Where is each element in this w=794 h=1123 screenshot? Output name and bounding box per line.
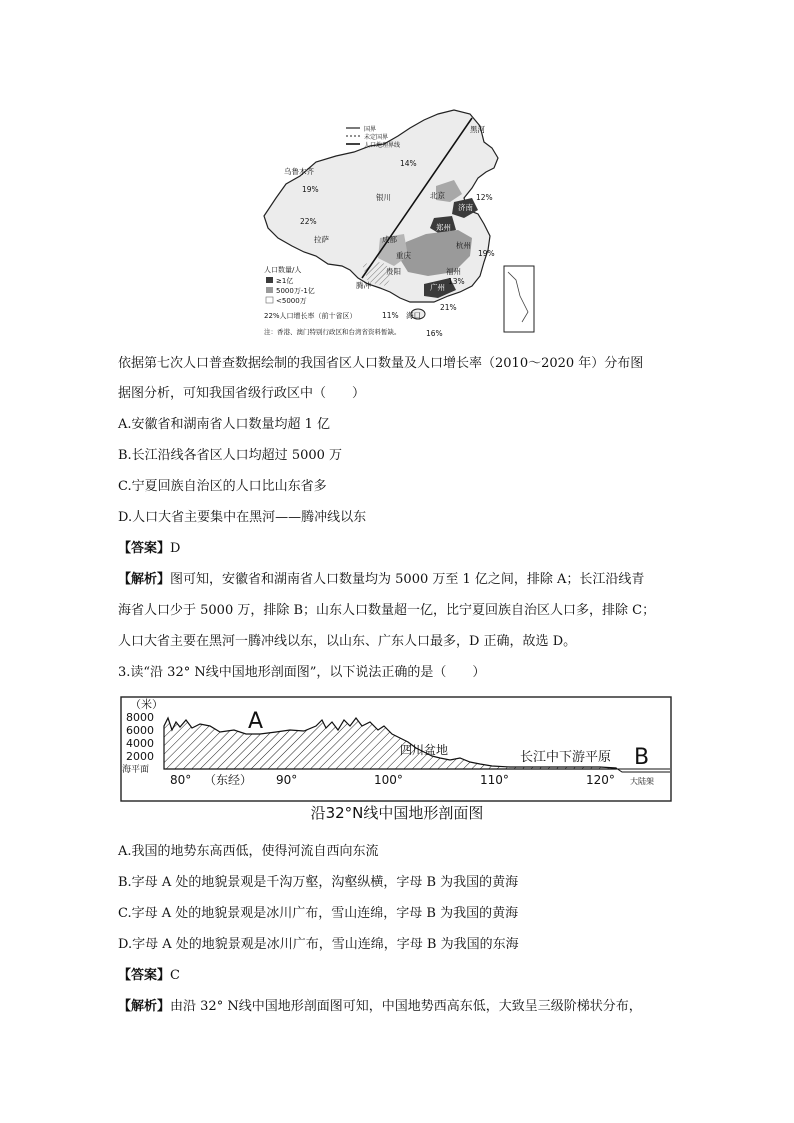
- q3-option-c: C.字母 A 处的地貌景观是冰川广布，雪山连绵，字母 B 为我国的黄海: [118, 906, 519, 921]
- legend-line-2: 未定国界: [364, 134, 389, 141]
- map-caption: 依据第七次人口普查数据绘制的我国省区人口数量及人口增长率（2010～2020 年）分布图: [118, 356, 644, 371]
- analysis-text: 由沿 32° N线中国地形剖面图可知，中国地势西高东低，大致呈三级阶梯状分布，: [170, 999, 642, 1014]
- q2-option-c: C.宁夏回族自治区的人口比山东省多: [118, 479, 327, 494]
- growth-label: 14%: [400, 159, 417, 168]
- x-tick: 80°: [170, 773, 192, 787]
- x-axis-note: （东经）: [204, 773, 253, 787]
- q3-option-a: A.我国的地势东高西低，使得河流自西向东流: [118, 844, 379, 859]
- growth-rate-note: 22%人口增长率（前十省区）: [264, 312, 357, 320]
- analysis-label: 【解析】: [118, 572, 171, 587]
- answer-label: 【答案】: [118, 541, 171, 556]
- city-guiyang: 贵阳: [386, 267, 401, 276]
- city-urumqi: 乌鲁木齐: [284, 167, 314, 176]
- q3-answer: [118, 966, 180, 986]
- analysis-text: 图可知，安徽省和湖南省人口数量均为 5000 万至 1 亿之间，排除 A；长江沿线青: [170, 572, 645, 587]
- q2-analysis-line-2: 海省人口少于 5000 万，排除 B；山东人口数量超一亿，比宁夏回族自治区人口多，排除 C；: [118, 603, 656, 618]
- y-unit: （米）: [130, 698, 163, 711]
- city-hangzhou: 杭州: [456, 241, 471, 250]
- growth-label: 11%: [382, 311, 399, 320]
- population-legend-title: 人口数量/人: [264, 266, 302, 274]
- city-guangzhou: 广州: [430, 283, 445, 292]
- legend-pop-3: <5000万: [276, 297, 307, 305]
- label-sichuan-basin: 四川盆地: [400, 743, 449, 757]
- x-tick: 110°: [480, 773, 509, 787]
- q3-stem: 3.读“沿 32° N线中国地形剖面图”，以下说法正确的是（ ）: [118, 665, 486, 680]
- growth-label: 22%: [300, 217, 317, 226]
- x-tick: 90°: [276, 773, 298, 787]
- city-heihe: 黑河: [470, 125, 485, 134]
- city-yinchuan: 银川: [376, 193, 391, 202]
- q2-option-d: D.人口大省主要集中在黑河——腾冲线以东: [118, 510, 367, 525]
- legend-line-1: 国界: [364, 126, 377, 133]
- q2-analysis-line-3: 人口大省主要在黑河一腾冲线以东，以山东、广东人口最多，D 正确，故选 D。: [118, 634, 577, 649]
- legend-pop-2: 5000万-1亿: [276, 287, 315, 295]
- q2-analysis-line-1: [118, 570, 644, 590]
- growth-label: 19%: [302, 185, 319, 194]
- map-footnote: 注：香港、澳门特别行政区和台湾省资料暂缺。: [264, 328, 401, 336]
- terrain-profile: [120, 696, 672, 802]
- china-population-map: [258, 106, 540, 342]
- y-tick: 2000: [126, 750, 154, 763]
- answer-label: 【答案】: [118, 968, 171, 983]
- city-beijing: 北京: [430, 191, 445, 200]
- q3-option-d: D.字母 A 处的地貌景观是冰川广布，雪山连绵，字母 B 为我国的东海: [118, 937, 519, 952]
- city-tengchong: 腾冲: [356, 281, 371, 290]
- answer-value: D: [170, 541, 181, 556]
- profile-caption: 沿32°N线中国地形剖面图: [310, 804, 484, 822]
- label-a: A: [248, 709, 264, 734]
- q2-stem: 据图分析，可知我国省级行政区中（ ）: [118, 386, 366, 401]
- city-lhasa: 拉萨: [314, 235, 329, 244]
- q2-answer: [118, 539, 180, 559]
- city-haikou: 海口: [406, 311, 421, 320]
- growth-label: 19%: [478, 249, 495, 258]
- growth-label: 13%: [448, 277, 465, 286]
- legend-pop-1: ≥1亿: [276, 277, 294, 285]
- map-line-legend: [346, 125, 400, 149]
- growth-label: 12%: [476, 193, 493, 202]
- y-tick: 6000: [126, 724, 154, 737]
- answer-value: C: [170, 968, 180, 983]
- growth-label: 21%: [440, 303, 457, 312]
- q2-option-a: A.安徽省和湖南省人口数量均超 1 亿: [118, 417, 331, 432]
- label-continental-shelf: 大陆架: [630, 777, 654, 786]
- label-b: B: [634, 745, 650, 770]
- city-chengdu: 成都: [382, 235, 397, 244]
- y-tick: 4000: [126, 737, 154, 750]
- q3-option-b: B.字母 A 处的地貌景观是千沟万壑，沟壑纵横，字母 B 为我国的黄海: [118, 875, 519, 890]
- city-zhengzhou: 郑州: [436, 223, 451, 232]
- analysis-label: 【解析】: [118, 999, 171, 1014]
- x-tick: 100°: [374, 773, 403, 787]
- x-tick: 120°: [586, 773, 615, 787]
- city-fuzhou: 福州: [446, 267, 461, 276]
- legend-line-3: 人口地理界线: [364, 142, 401, 149]
- y-tick: 8000: [126, 711, 154, 724]
- terrain-profile-figure: [120, 696, 672, 802]
- q2-option-b: B.长江沿线各省区人口均超过 5000 万: [118, 448, 343, 463]
- sea-level-label: 海平面: [122, 765, 150, 775]
- growth-label: 16%: [426, 329, 443, 338]
- q3-analysis-line-1: [118, 997, 642, 1017]
- label-yangtze-plain: 长江中下游平原: [520, 750, 612, 765]
- city-chongqing: 重庆: [396, 251, 411, 260]
- population-map-figure: [258, 106, 540, 342]
- south-china-sea-inset: [504, 266, 534, 332]
- city-jinan: 济南: [458, 203, 473, 212]
